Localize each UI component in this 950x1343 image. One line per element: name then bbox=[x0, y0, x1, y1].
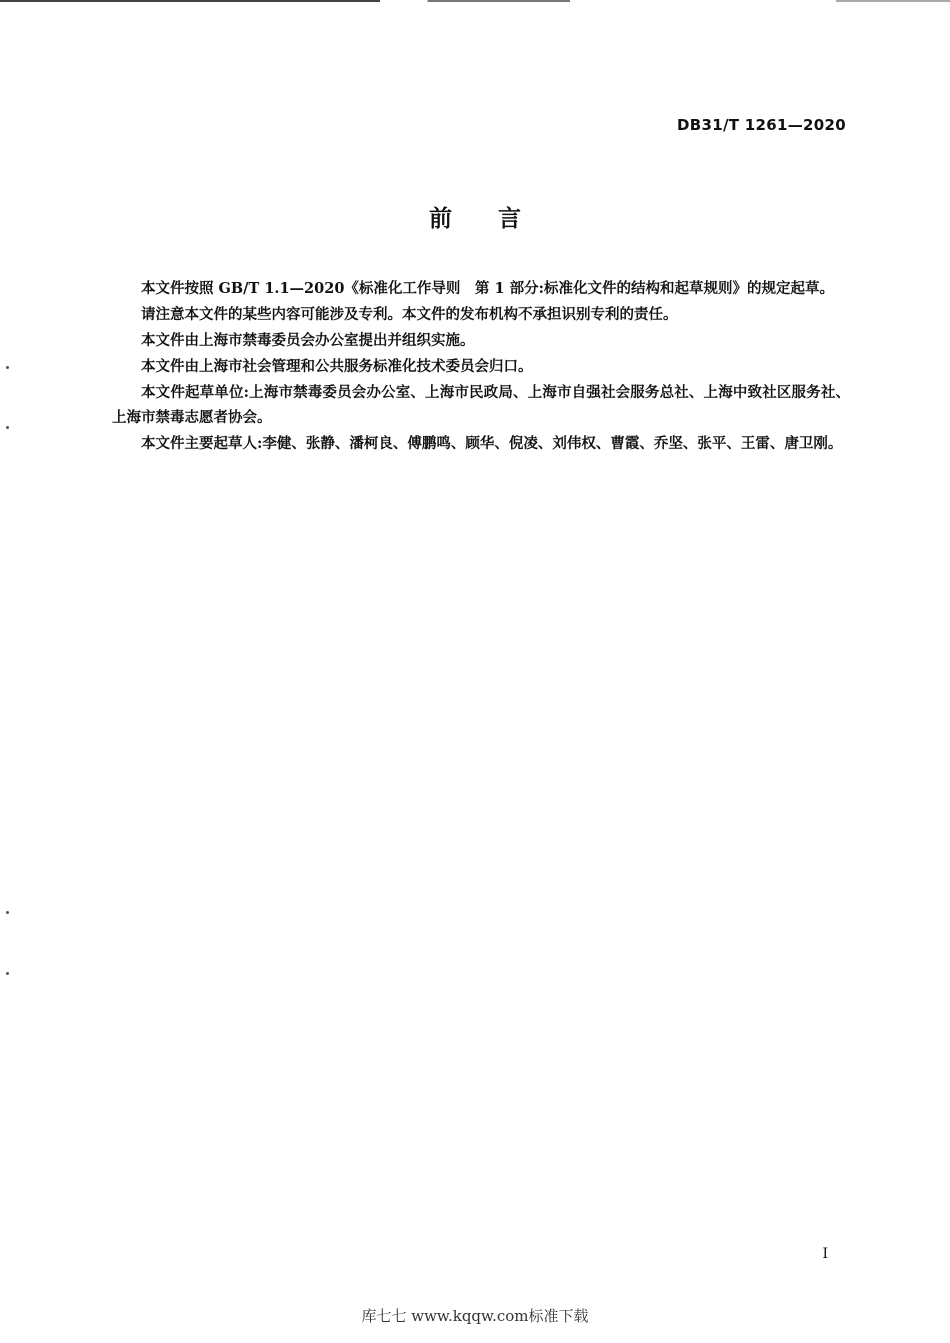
document-code: DB31/T 1261—2020 bbox=[677, 116, 846, 134]
scan-margin-mark bbox=[6, 972, 9, 975]
page-title: 前言 bbox=[429, 206, 567, 232]
paragraph-drafting-units: 本文件起草单位:上海市禁毒委员会办公室、上海市民政局、上海市自强社会服务总社、上海中致社区服务社、上海市禁毒志愿者协会。 bbox=[112, 384, 850, 426]
paragraph-proposer: 本文件由上海市禁毒委员会办公室提出并组织实施。 bbox=[141, 332, 475, 349]
page-number: I bbox=[822, 1246, 828, 1262]
top-border-line bbox=[0, 0, 950, 2]
paragraph-patent-notice: 请注意本文件的某些内容可能涉及专利。本文件的发布机构不承担识别专利的责任。 bbox=[141, 306, 678, 323]
scan-margin-mark bbox=[6, 911, 9, 914]
scan-margin-mark bbox=[6, 426, 9, 429]
paragraph-drafting-rules: 本文件按照 GB/T 1.1—2020《标准化工作导则 第 1 部分:标准化文件的结构和起草规则》的规定起草。 bbox=[141, 280, 834, 297]
scan-margin-mark bbox=[6, 366, 9, 369]
footer-watermark: 库七七 www.kqqw.com标准下载 bbox=[361, 1307, 589, 1325]
paragraph-drafters: 本文件主要起草人:李健、张静、潘柯良、傅鹏鸣、顾华、倪凌、刘伟权、曹霞、乔坚、张平、王雷、唐卫刚。 bbox=[141, 435, 843, 452]
preface-body bbox=[112, 276, 850, 457]
paragraph-committee: 本文件由上海市社会管理和公共服务标准化技术委员会归口。 bbox=[141, 358, 533, 375]
